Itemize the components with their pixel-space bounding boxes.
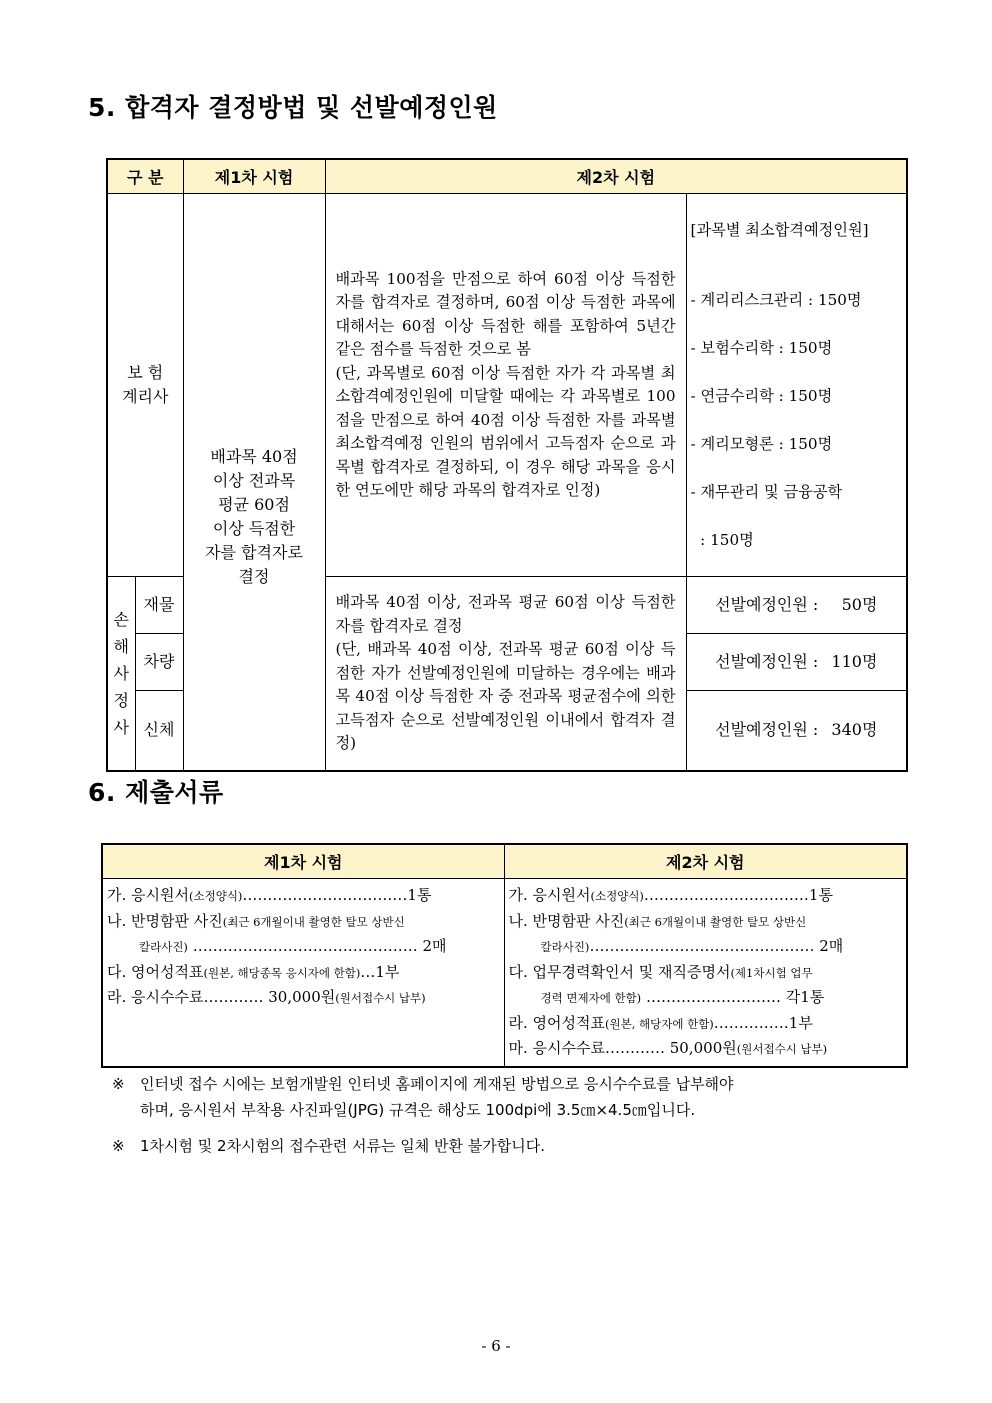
actuary-quota — [686, 194, 907, 577]
section-6-title: 6. 제출서류 — [88, 778, 224, 807]
reference-mark-icon: ※ — [112, 1137, 125, 1155]
first-exam-criteria: 배과목 40점 이상 전과목 평균 60점 이상 득점한 자를 합격자로 결정 — [183, 194, 325, 771]
note-text: 인터넷 접수 시에는 보험개발원 인터넷 홈페이지에 게재된 방법으로 응시수수료를 납부해야 — [140, 1075, 734, 1093]
doc-item: 가. 응시원서(소정양식)……………………………1통 — [107, 886, 432, 904]
doc-item: 나. 반명함판 사진(최근 6개월이내 촬영한 탈모 상반신 — [107, 911, 405, 930]
quota-label: 선발예정인원 : — [715, 595, 819, 614]
quota-item: - 연금수리학 : 150명 — [690, 387, 833, 405]
doc-item: 다. 업무경력확인서 및 재직증명서(제1차시험 업무 — [508, 962, 813, 981]
quota-value: 50명 — [841, 595, 878, 614]
doc-item: 경력 면제자에 한함) ……………………… 각1통 — [540, 988, 825, 1006]
adjuster-property: 재물 — [135, 577, 183, 634]
header-second-exam: 제2차 시험 — [325, 159, 907, 194]
header-first-exam: 제1차 시험 — [102, 844, 504, 879]
quota-property — [686, 577, 907, 634]
quota-title: [과목별 최소합격예정인원] — [690, 221, 869, 239]
quota-label: 선발예정인원 : — [715, 720, 819, 740]
doc-item: 나. 반명함판 사진(최근 6개월이내 촬영한 탈모 상반신 — [508, 911, 807, 930]
header-second-exam: 제2차 시험 — [504, 844, 907, 879]
page-number: - 6 - — [481, 1337, 511, 1355]
section-5-title: 5. 합격자 결정방법 및 선발예정인원 — [88, 93, 498, 122]
quota-body — [686, 691, 907, 771]
header-first-exam: 제1차 시험 — [183, 159, 325, 194]
doc-item: 라. 응시수수료………… 30,000원(원서접수시 납부) — [107, 988, 426, 1006]
actuary-criteria: 배과목 100점을 만점으로 하여 60점 이상 득점한 자를 합격자로 결정하며, 60점 이상 득점한 과목에 대해서는 60점 이상 득점한 해를 포함하여 5년간 같은 점수를 득점한 것으로 봄 (단, 과목별로 60점 이상 득점한 자가 각 과목별 최소합격예정인원에 미달할 때에는 각 과목별로 100점을 만점으로 하여 40점 이상 득점한 자를 과목별 최소합격예정 인원의 범위에서 고득점자 순으로 과목별 합격자로 결정하되, 이 경우 해당 과목을 응시한 연도에만 해당 과목의 합격자로 인정) — [325, 194, 686, 577]
documents-table — [101, 843, 908, 1068]
reference-mark-icon: ※ — [112, 1075, 125, 1093]
adjuster-body: 신체 — [135, 691, 183, 771]
quota-value: 340명 — [831, 720, 878, 740]
quota-item: - 계리모형론 : 150명 — [690, 435, 833, 453]
header-category: 구 분 — [107, 159, 183, 194]
actuary-label: 보 험 계리사 — [107, 194, 183, 577]
adjuster-vehicle: 차량 — [135, 634, 183, 691]
quota-item: : 150명 — [690, 531, 754, 549]
first-exam-documents — [102, 879, 504, 1067]
note-text: 하며, 응시원서 부착용 사진파일(JPG) 규격은 해상도 100dpi에 3.5㎝×4.5㎝입니다. — [140, 1101, 696, 1119]
quota-item: - 계리리스크관리 : 150명 — [690, 291, 862, 309]
doc-item: 칼라사진)……………………………………… 2매 — [540, 937, 844, 955]
doc-item: 라. 영어성적표(원본, 해당자에 한함)……………1부 — [508, 1013, 813, 1032]
quota-item: - 재무관리 및 금융공학 — [690, 483, 843, 501]
doc-item: 마. 응시수수료………… 50,000원(원서접수시 납부) — [508, 1039, 828, 1057]
second-exam-documents — [504, 879, 907, 1067]
note-text: 1차시험 및 2차시험의 접수관련 서류는 일체 반환 불가합니다. — [140, 1137, 545, 1155]
pass-criteria-table — [106, 158, 908, 772]
doc-item: 칼라사진) ……………………………………… 2매 — [139, 937, 447, 955]
quota-vehicle — [686, 634, 907, 691]
doc-item: 가. 응시원서(소정양식)……………………………1통 — [508, 886, 833, 904]
adjuster-criteria: 배과목 40점 이상, 전과목 평균 60점 이상 득점한 자를 합격자로 결정 (단, 배과목 40점 이상, 전과목 평균 60점 이상 득점한 자가 선발예정인원에 미달하는 경우에는 배과목 40점 이상 득점한 자 중 전과목 평균점수에 의한 고득점자 순으로 선발예정인원 이내에서 합격자 결정) — [325, 577, 686, 771]
quota-value: 110명 — [831, 652, 878, 671]
doc-item: 다. 영어성적표(원본, 해당종목 응시자에 한함)…1부 — [107, 962, 400, 981]
adjuster-label: 손 해 사 정 사 — [107, 577, 135, 771]
quota-item: - 보험수리학 : 150명 — [690, 339, 833, 357]
note-no-return — [112, 1133, 912, 1159]
quota-label: 선발예정인원 : — [715, 652, 819, 671]
note-internet-payment — [112, 1071, 912, 1123]
